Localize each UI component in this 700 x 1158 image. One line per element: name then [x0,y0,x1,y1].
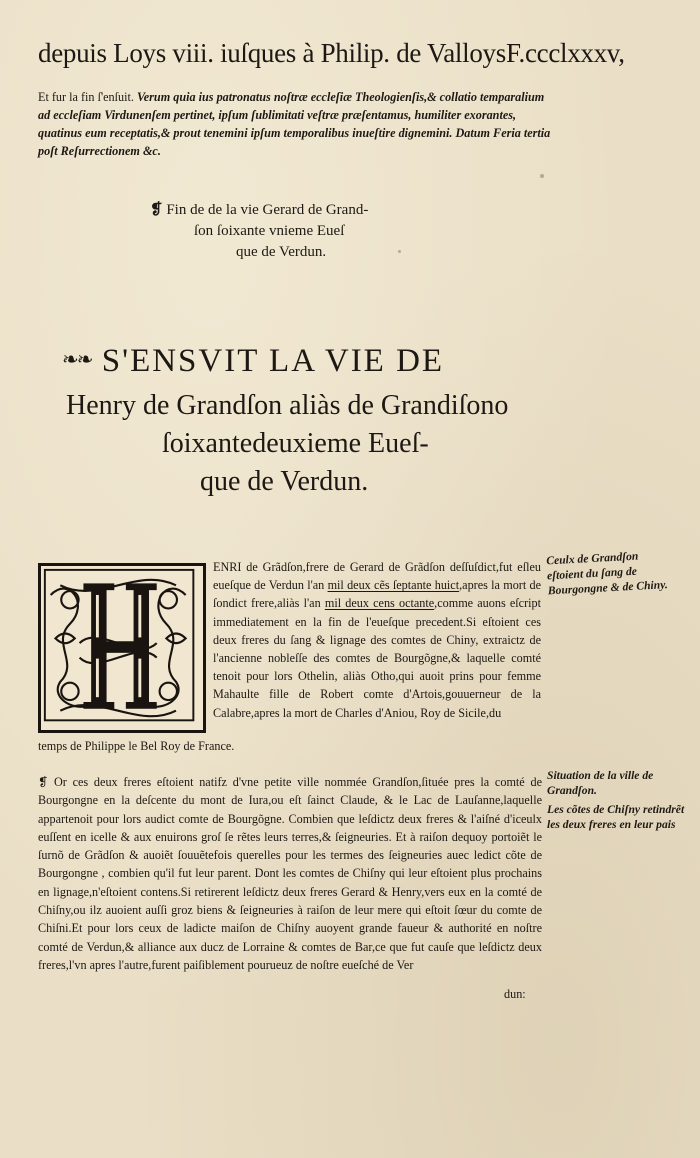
fin-line-3: que de Verdun. [236,244,327,260]
fin-line-1: Fin de de la vie Gerard de Grand- [166,202,369,218]
latin-text: Verum quia ius patronatus noſtræ eccleſiæ Theologienſis,& collatio temparalium ad eccleſiam Virdunenſem pertinet, ipſum ſublimitati veſtræ præſentamus, humiliter exorantes, quatinus eum receptatis,& prout tenemini ipſum temporalibus inueſtire dignemini. Datum Feria tertia poſt Reſurrectionem &c. [38,90,551,158]
pilcrow-icon: ❡ [150,202,163,218]
latin-lead: Et fur la fin ſ'enſuit. [38,90,134,104]
section-title-line-4: que de Verdun. [200,466,369,497]
section-title-line-2: Henry de Grandſon aliàs de Grandiſono [66,390,509,421]
margin-note-2: Situation de la ville de Grandſon. [547,769,654,797]
catchword: dun: [504,987,526,1001]
margin-note-3: Les cõtes de Chiſny retindrẽt les deux freres en leur pais [547,803,685,831]
section-title-line-3: ſoixantedeuxieme Eueſ- [162,428,429,459]
fin-line-2: ſon ſoixante vnieme Eueſ [194,223,345,239]
date-underlined-2: mil deux cens octante [324,596,435,611]
running-header: depuis Loys viii. iuſques à Philip. de ValloysF.ccclxxxv, [38,38,625,68]
paragraph-1 [213,558,541,722]
paragraph-1-part-2: ,apres la mort de ſondict frere,aliàs l'an [213,578,542,611]
decorated-initial-art [41,566,203,730]
latin-passage [38,88,558,160]
ink-spot [398,250,401,253]
ink-spot [540,174,544,178]
paragraph-2: ❡ Or ces deux freres eſtoient natifz d'vne petite ville nommée Grandſon,ſituée pres la comté de Bourgongne en la deſcente du mont de Iura,ou eſt ſainct Claude, & le Lac de Lauſanne,laquelle appartenoit pour lors audict comte de Bourgõgne. Combien que leſdictz deux freres & l'aiſné d'iceulx euſſent en icelle & aux enuirons groſ ſe rẽtes leurs terres,& ſeigneuries. Et à raiſon dequoy portoiẽt le ſurnõ de Grãdſon & auoiẽt ſouuẽtefois querelles pour les termes des ſeigneuries auec ledict cõte de Bourgongne , combien qu'il fut leur parent. Dont les comtes de Chiſny qui leur eſtoient plus prochains en lignage,n'eſtoient contens.Si retirerent leſdictz deux freres Gerard & Henry,vers eux en la comté de Chiſny,ou ilz auoient auſſi groz biens & ſeigneuries à raiſon de leur mere qui eſtoit ſœur du comte de Chiſni.Et pour lors ceux de ladicte maiſon de Chiſny auoyent grande faueur & authorité en noſtre comté de Verdun,& alliance aux ducz de Lorraine & comtes de Bar,ce que fut cauſe que leſdictz deux freres,l'vn apres l'autre,furent paiſiblement pourueuz de noſtre eueſché de Ver [38,775,542,972]
paragraph-1-last-line: temps de Philippe le Bel Roy de France. [38,739,235,753]
paragraph-1-part-3: ,comme auons eſcript immediatement en la fin de l'eueſque precedent.Si eſtoient ces deux freres du ſang & lignage des comtes de Chiny, extraictz de l'ancienne nobleſſe des comtes de Bourgõgne,& laquelle comté tenoit pour lors Othelin, aliàs Otho,qui auoit prins pour femme Mahaulte fille de Robert comte d'Artois,gouuerneur de la Calabre,apres la mort de Charles d'Aniou, Roy de Sicile,du [213,596,542,720]
section-title-line-1: S'ENSVIT LA VIE DE [101,343,445,379]
section-subtitle [66,387,666,501]
end-of-life-note [150,200,430,263]
paragraph-1-part-1: ENRI de Grãdſon,frere de Gerard de Grãdſon deſſuſdict,fut eſleu eueſque de Verdun l'an [213,560,541,593]
margin-note-1: Ceulx de Grandſon eſtoient du ſang de Bourgongne & de Chiny. [545,549,669,598]
section-title [62,343,662,380]
date-underlined-1: mil deux cẽs ſeptante huict [327,578,460,593]
ornament-icon: ❧❧ [62,349,92,371]
decorated-initial-h-icon [38,563,206,733]
